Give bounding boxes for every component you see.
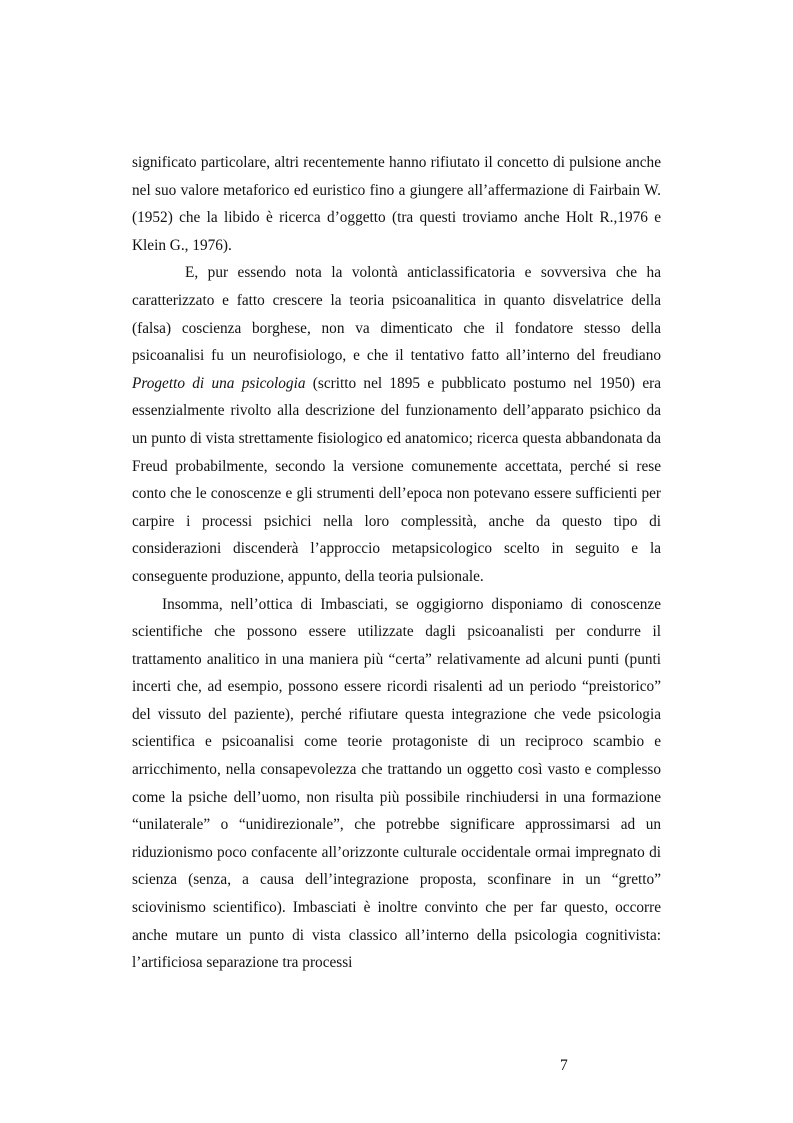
page-number: 7 <box>560 1057 568 1074</box>
paragraph-3: Insomma, nell’ottica di Imbasciati, se oggigiorno disponiamo di conoscenze scientifiche che possono essere utilizzate dagli psicoanalisti per condurre il trattamento analitico in una maniera più “certa” relativamente ad alcuni punti (punti incerti che, ad esempio, possono essere ricordi risalenti ad un periodo “preistorico” del vissuto del paziente), perché rifiutare questa integrazione che vede psicologia scientifica e psicoanalisi come teorie protagoniste di un reciproco scambio e arricchimento, nella consapevolezza che trattando un oggetto così vasto e complesso come la psiche dell’uomo, non risulta più possibile rinchiudersi in una formazione “unilaterale” o “unidirezionale”, che potrebbe significare approssimarsi ad un riduzionismo poco confacente all’orizzonte culturale occidentale ormai impregnato di scienza (senza, a causa dell’integrazione proposta, sconfinare in un “gretto” sciovinismo scientifico). Imbasciati è inoltre convinto che per far questo, occorre anche mutare un punto di vista classico all’interno della psicologia cognitivista: l’artificiosa separazione tra processi <box>132 595 661 972</box>
paragraph-2 <box>132 259 661 590</box>
body-text <box>132 149 661 977</box>
paragraph-1: significato particolare, altri recentemente hanno rifiutato il concetto di pulsione anche nel suo valore metaforico ed euristico fino a giungere all’affermazione di Fairbain W. (1952) che la libido è ricerca d’oggetto (tra questi troviamo anche Holt R.,1976 e Klein G., 1976). <box>132 154 661 254</box>
book-title-italic: Progetto di una psicologia <box>132 374 306 392</box>
paragraph-2-text-after: (scritto nel 1895 e pubblicato postumo nel 1950) era essenzialmente rivolto alla descrizione del funzionamento dell’apparato psichico da un punto di vista strettamente fisiologico ed anatomico; ricerca questa abbandonata da Freud probabilmente, secondo la versione comunemente accettata, perché si rese conto che le conoscenze e gli strumenti dell’epoca non potevano essere sufficienti per carpire i processi psichici nella loro complessità, anche da questo tipo di considerazioni discenderà l’approccio metapsicologico scelto in seguito e la conseguente produzione, appunto, della teoria pulsionale. <box>132 374 661 585</box>
paragraph-2-text-before: E, pur essendo nota la volontà anticlassificatoria e sovversiva che ha caratterizzato e fatto crescere la teoria psicoanalitica in quanto disvelatrice della (falsa) coscienza borghese, non va dimenticato che il fondatore stesso della psicoanalisi fu un neurofisiologo, e che il tentativo fatto all’interno del freudiano <box>132 264 661 365</box>
